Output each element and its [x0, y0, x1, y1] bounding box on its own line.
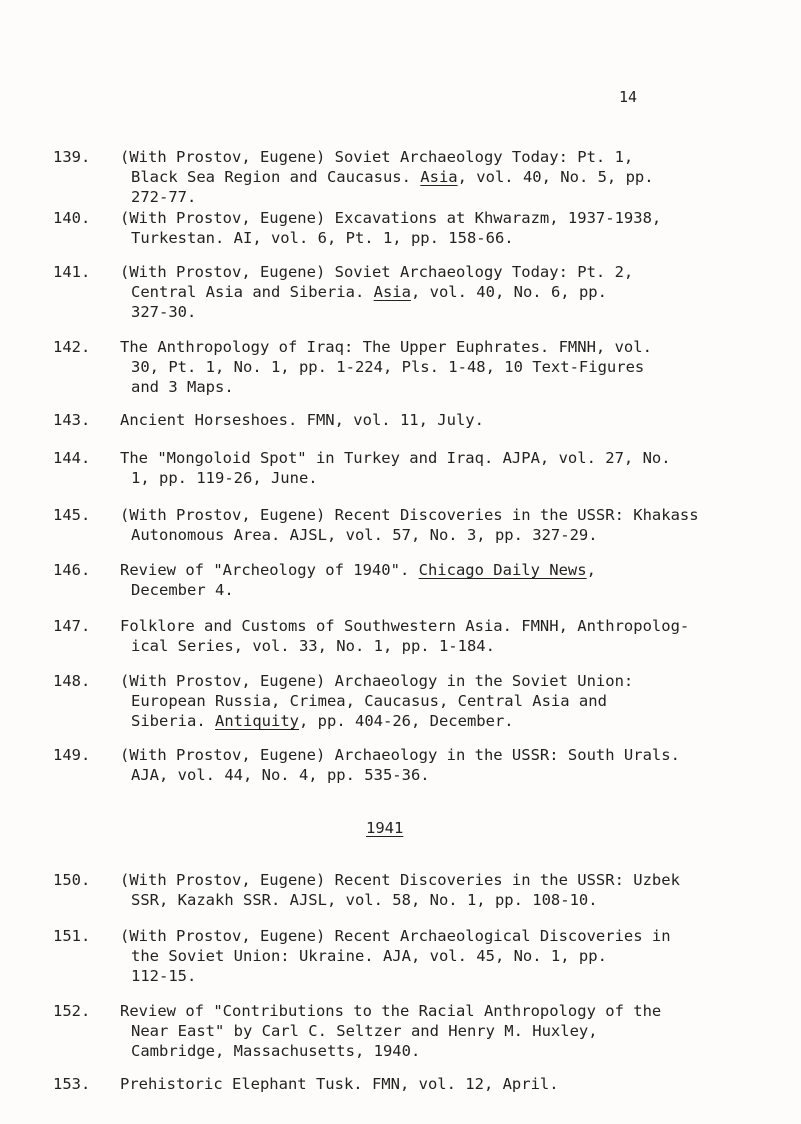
bibliography-entry-153: [53, 1074, 793, 1094]
entry-number: 143.: [53, 411, 91, 429]
entry-segment: Black Sea Region and Caucasus.: [131, 168, 421, 186]
entry-text: [120, 1001, 793, 1061]
entry-text: [120, 1074, 793, 1094]
entry-text: [120, 147, 793, 207]
bibliography-entry-142: [53, 337, 793, 397]
entry-line: Ancient Horseshoes. FMN, vol. 11, July.: [120, 411, 484, 429]
entry-number: 151.: [53, 927, 91, 945]
entry-text: [120, 745, 793, 785]
bibliography-entry-144: [53, 448, 793, 488]
year-heading: 1941: [366, 819, 404, 837]
entry-number: 140.: [53, 209, 91, 227]
entry-line: (With Prostov, Eugene) Soviet Archaeology Today: Pt. 2,: [120, 263, 634, 281]
bibliography-entry-149: [53, 745, 793, 785]
bibliography-entry-145: [53, 505, 793, 545]
entry-segment: , pp. 404-26, December.: [299, 712, 514, 730]
journal-title: Asia: [420, 168, 458, 186]
page-number: 14: [619, 88, 638, 106]
entry-line: Folklore and Customs of Southwestern Asia. FMNH, Anthropolog-: [120, 617, 690, 635]
entry-line: December 4.: [131, 581, 234, 599]
entry-line: [120, 283, 607, 301]
bibliography-entry-151: [53, 926, 793, 986]
entry-line: Turkestan. AI, vol. 6, Pt. 1, pp. 158-66.: [131, 229, 514, 247]
entry-segment: , vol. 40, No. 6, pp.: [410, 283, 607, 301]
entry-text: [120, 337, 793, 397]
entry-line: Autonomous Area. AJSL, vol. 57, No. 3, pp. 327-29.: [131, 526, 598, 544]
entry-text: [120, 671, 793, 731]
entry-line: Review of "Contributions to the Racial Anthropology of the: [120, 1002, 662, 1020]
bibliography-entry-148: [53, 671, 793, 731]
bibliography-entry-139: [53, 147, 793, 207]
entry-line: 1, pp. 119-26, June.: [131, 469, 318, 487]
entry-segment: Central Asia and Siberia.: [131, 283, 374, 301]
entry-number: 139.: [53, 148, 91, 166]
entry-segment: Review of "Archeology of 1940".: [120, 561, 419, 579]
entry-line: (With Prostov, Eugene) Recent Discoveries in the USSR: Khakass: [120, 506, 699, 524]
entry-line: [120, 168, 654, 186]
entry-line: the Soviet Union: Ukraine. AJA, vol. 45, No. 1, pp.: [131, 947, 607, 965]
entry-number: 148.: [53, 672, 91, 690]
entry-line: 30, Pt. 1, No. 1, pp. 1-224, Pls. 1-48, 10 Text-Figures: [131, 358, 645, 376]
bibliography-entry-150: [53, 870, 793, 910]
entry-line: Near East" by Carl C. Seltzer and Henry M. Huxley,: [131, 1022, 598, 1040]
entry-line: 327-30.: [131, 303, 197, 321]
entry-number: 150.: [53, 871, 91, 889]
entry-text: [120, 616, 793, 656]
entry-line: European Russia, Crimea, Caucasus, Central Asia and: [131, 692, 607, 710]
entry-line: and 3 Maps.: [131, 378, 234, 396]
entry-line: (With Prostov, Eugene) Recent Archaeological Discoveries in: [120, 927, 671, 945]
entry-number: 142.: [53, 338, 91, 356]
bibliography-entry-152: [53, 1001, 793, 1061]
bibliography-entry-147: [53, 616, 793, 656]
entry-line: (With Prostov, Eugene) Recent Discoveries in the USSR: Uzbek: [120, 871, 680, 889]
entry-number: 149.: [53, 746, 91, 764]
journal-title: Antiquity: [215, 712, 299, 730]
entry-line: (With Prostov, Eugene) Archaeology in the Soviet Union:: [120, 672, 634, 690]
bibliography-entry-141: [53, 262, 793, 322]
entry-line: Cambridge, Massachusetts, 1940.: [131, 1042, 421, 1060]
entry-text: [120, 448, 793, 488]
entry-number: 153.: [53, 1075, 91, 1093]
entry-number: 147.: [53, 617, 91, 635]
entry-segment: , vol. 40, No. 5, pp.: [457, 168, 654, 186]
journal-title: Asia: [373, 283, 411, 301]
newspaper-title: Chicago Daily News: [418, 561, 587, 579]
entry-line: 112-15.: [131, 967, 197, 985]
entry-number: 152.: [53, 1002, 91, 1020]
entry-number: 144.: [53, 449, 91, 467]
entry-segment: ,: [586, 561, 596, 579]
entry-line: (With Prostov, Eugene) Excavations at Khwarazm, 1937-1938,: [120, 209, 662, 227]
bibliography-entry-143: [53, 410, 793, 430]
bibliography-entry-146: [53, 560, 793, 600]
entry-line: (With Prostov, Eugene) Archaeology in the USSR: South Urals.: [120, 746, 680, 764]
entry-line: (With Prostov, Eugene) Soviet Archaeology Today: Pt. 1,: [120, 148, 634, 166]
bibliography-entry-140: [53, 208, 793, 248]
entry-line: 272-77.: [131, 188, 197, 206]
entry-text: [120, 560, 793, 600]
entry-line: [120, 561, 596, 579]
entry-line: ical Series, vol. 33, No. 1, pp. 1-184.: [131, 637, 495, 655]
entry-text: [120, 262, 793, 322]
entry-line: The Anthropology of Iraq: The Upper Euphrates. FMNH, vol.: [120, 338, 652, 356]
entry-line: The "Mongoloid Spot" in Turkey and Iraq. AJPA, vol. 27, No.: [120, 449, 671, 467]
entry-line: SSR, Kazakh SSR. AJSL, vol. 58, No. 1, pp. 108-10.: [131, 891, 598, 909]
entry-line: Prehistoric Elephant Tusk. FMN, vol. 12, April.: [120, 1075, 559, 1093]
entry-number: 145.: [53, 506, 91, 524]
entry-text: [120, 926, 793, 986]
entry-text: [120, 410, 793, 430]
entry-line: AJA, vol. 44, No. 4, pp. 535-36.: [131, 766, 430, 784]
entry-text: [120, 505, 793, 545]
entry-text: [120, 208, 793, 248]
entry-number: 146.: [53, 561, 91, 579]
entry-number: 141.: [53, 263, 91, 281]
entry-segment: Siberia.: [131, 712, 215, 730]
entry-line: [120, 712, 514, 730]
entry-text: [120, 870, 793, 910]
